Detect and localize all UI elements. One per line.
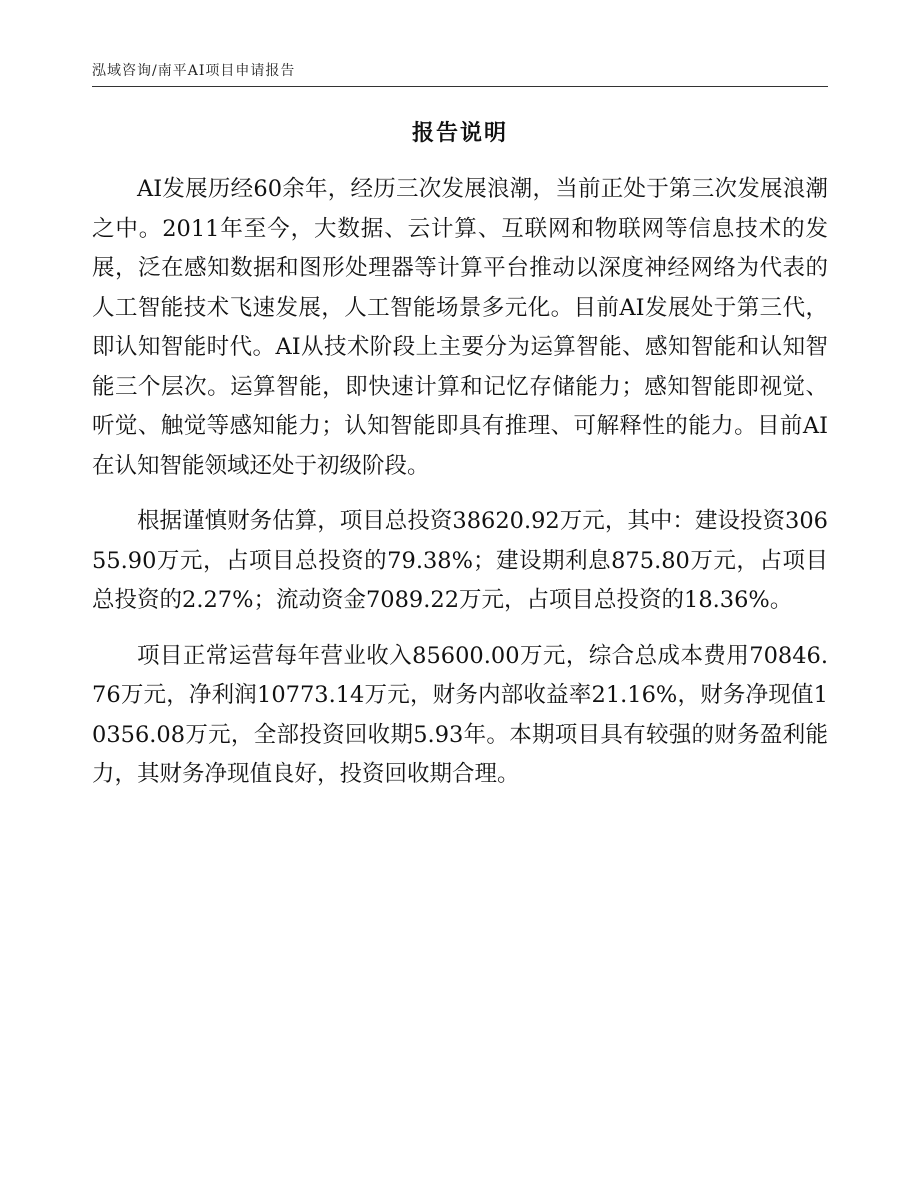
paragraph-financials: 项目正常运营每年营业收入85600.00万元，综合总成本费用70846.76万元，净利润10773.14万元，财务内部收益率21.16%，财务净现值10356.08万元，全部投资回收期5.93年。本期项目具有较强的财务盈利能力，其财务净现值良好，投资回收期合理。 xyxy=(92,642,828,787)
running-header: 泓域咨询/南平AI项目申请报告 xyxy=(92,63,296,79)
header-divider xyxy=(92,86,828,87)
paragraph-ai-development: AI发展历经60余年，经历三次发展浪潮，当前正处于第三次发展浪潮之中。2011年至今，大数据、云计算、互联网和物联网等信息技术的发展，泛在感知数据和图形处理器等计算平台推动以深度神经网络为代表的人工智能技术飞速发展，人工智能场景多元化。目前AI发展处于第三代，即认知智能时代。AI从技术阶段上主要分为运算智能、感知智能和认知智能三个层次。运算智能，即快速计算和记忆存储能力；感知智能即视觉、听觉、触觉等感知能力；认知智能即具有推理、可解释性的能力。目前AI在认知智能领域还处于初级阶段。 xyxy=(92,176,828,479)
report-body xyxy=(92,170,828,811)
page-title: 报告说明 xyxy=(411,120,508,146)
paragraph-investment: 根据谨慎财务估算，项目总投资38620.92万元，其中：建设投资30655.90万元，占项目总投资的79.38%；建设期利息875.80万元，占项目总投资的2.27%；流动资金7089.22万元，占项目总投资的18.36%。 xyxy=(92,508,828,613)
